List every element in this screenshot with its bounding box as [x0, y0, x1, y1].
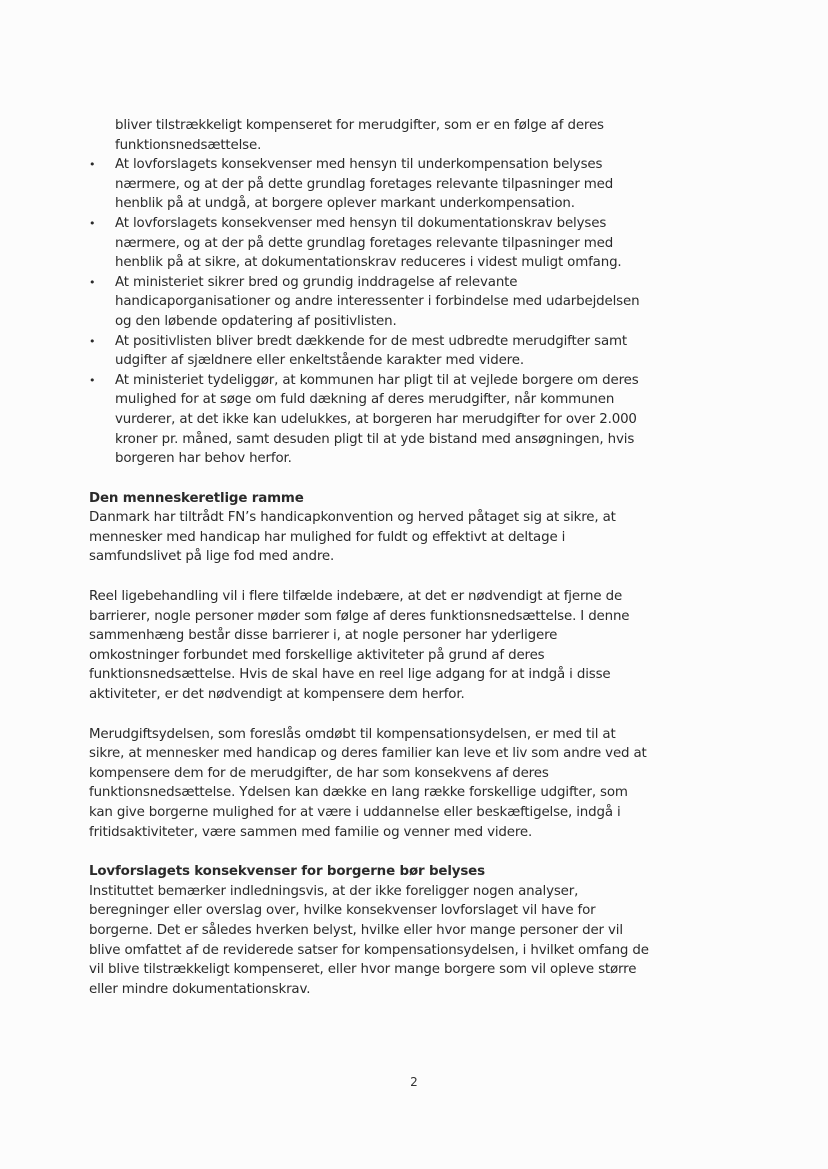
- bullet-icon: •: [89, 334, 96, 348]
- document-body: [89, 116, 649, 999]
- list-item-text: At positivlisten bliver bredt dækkende for de mest udbredte merudgifter samt udgifter af sjældnere eller enkeltstående karakter med videre.: [115, 333, 627, 369]
- list-item-text: At lovforslagets konsekvenser med hensyn til dokumentationskrav belyses nærmere, og at der på dette grundlag foretages relevante tilpasninger med henblik på at sikre, at dokumentationskrav reduceres i videst muligt omfang.: [115, 215, 622, 271]
- list-item: [89, 371, 649, 469]
- bullet-icon: •: [89, 216, 96, 230]
- bullet-icon: •: [89, 275, 96, 289]
- list-item: [89, 332, 649, 371]
- list-item: [89, 214, 649, 273]
- bullet-icon: •: [89, 158, 96, 172]
- list-item-text: At ministeriet tydeliggør, at kommunen har pligt til at vejlede borgere om deres mulighed for at søge om fuld dækning af deres merudgifter, når kommunen vurderer, at det ikke kan udelukkes, at borgeren har merudgifter for over 2.000 kroner pr. måned, samt desuden pligt til at yde bistand med ansøgningen, hvis borgeren har behov herfor.: [115, 372, 639, 467]
- recommendation-list: [89, 155, 649, 469]
- list-item-text: At ministeriet sikrer bred og grundig inddragelse af relevante handicaporganisationer og andre interessenter i forbindelse med udarbejdelsen og den løbende opdatering af positivlisten.: [115, 274, 640, 329]
- continued-bullet-text: bliver tilstrækkeligt kompenseret for merudgifter, som er en følge af deres funktionsnedsættelse.: [115, 118, 604, 153]
- paragraph: Merudgiftsydelsen, som foreslås omdøbt til kompensationsydelsen, er med til at sikre, at mennesker med handicap og deres familier kan leve et liv som andre ved at kompensere dem for de merudgifter, de har som konsekvens af deres funktionsnedsættelse. Ydelsen kan dække en lang række forskellige udgifter, som kan give borgerne mulighed for at være i uddannelse eller beskæftigelse, indgå i fritidsaktiviteter, være sammen med familie og venner med videre.: [89, 726, 647, 840]
- list-item: [89, 155, 649, 214]
- page-number: 2: [410, 1075, 418, 1089]
- section-heading-human-rights: Den menneskeretlige ramme: [89, 490, 304, 506]
- paragraph: Danmark har tiltrådt FN’s handicapkonvention og herved påtaget sig at sikre, at mennesker med handicap har mulighed for fuldt og effektivt at deltage i samfundslivet på lige fod med andre.: [89, 510, 616, 565]
- list-item: [89, 273, 649, 332]
- list-item-text: At lovforslagets konsekvenser med hensyn til underkompensation belyses nærmere, og at der på dette grundlag foretages relevante tilpasninger med henblik på at undgå, at borgere oplever markant underkompensation.: [115, 157, 614, 212]
- section-heading-consequences: Lovforslagets konsekvenser for borgerne bør belyses: [89, 864, 485, 880]
- paragraph: Instituttet bemærker indledningsvis, at der ikke foreligger nogen analyser, beregninger eller overslag over, hvilke konsekvenser lovforslaget vil have for borgerne. Det er således hverken belyst, hvilke eller hvor mange personer der vil blive omfattet af de reviderede satser for kompensationsydelsen, i hvilket omfang de vil blive tilstrækkeligt kompenseret, eller hvor mange borgere som vil opleve større eller mindre dokumentationskrav.: [89, 883, 649, 997]
- bullet-icon: •: [89, 373, 96, 387]
- paragraph: Reel ligebehandling vil i flere tilfælde indebære, at det er nødvendigt at fjerne de barrierer, nogle personer møder som følge af deres funktionsnedsættelse. I denne sammenhæng består disse barrierer i, at nogle personer har yderligere omkostninger forbundet med forskellige aktiviteter på grund af deres funktionsnedsættelse. Hvis de skal have en reel lige adgang for at indgå i disse aktiviteter, er det nødvendigt at kompensere dem herfor.: [89, 589, 630, 703]
